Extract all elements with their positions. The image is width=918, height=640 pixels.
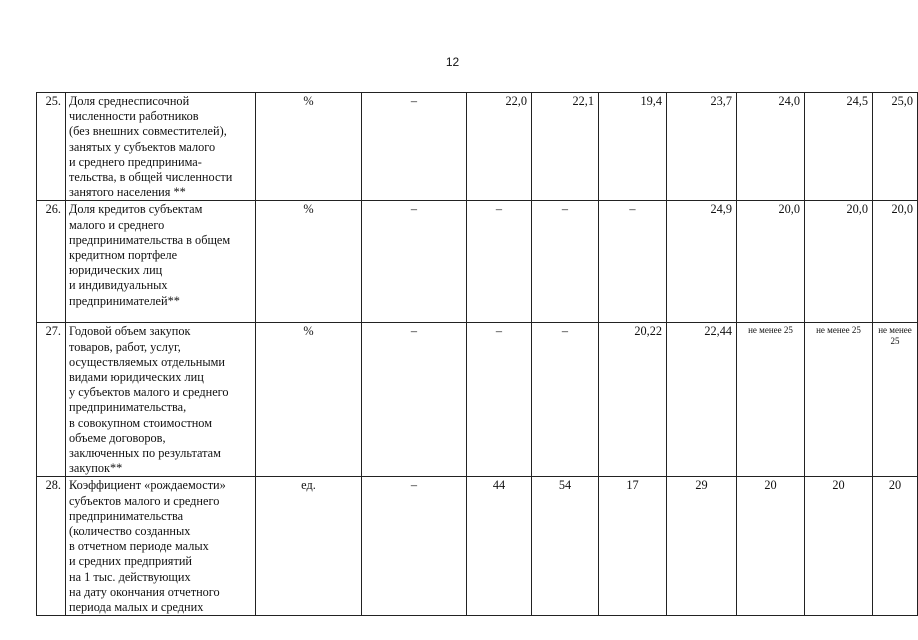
indicator-name: Доля среднесписочной численности работников (без внешних совместителей), занятых у субъектов малого и среднего предпринима- тельства, в общей численности занятого населения ** [66, 93, 256, 201]
page-number: 12 [445, 55, 460, 69]
table-row [37, 477, 918, 616]
value-cell: 24,9 [667, 201, 737, 323]
value-cell: – [532, 323, 599, 477]
value-cell: – [467, 201, 532, 323]
value-cell: не менее 25 [737, 323, 805, 477]
unit-cell: % [256, 93, 362, 201]
value-cell: – [362, 201, 467, 323]
indicators-table [36, 92, 918, 616]
table-row [37, 323, 918, 477]
value-cell: 20 [805, 477, 873, 616]
value-cell: не менее 25 [873, 323, 918, 477]
value-cell: – [532, 201, 599, 323]
value-cell: 29 [667, 477, 737, 616]
unit-cell: % [256, 323, 362, 477]
value-cell: 22,44 [667, 323, 737, 477]
indicator-name: Доля кредитов субъектам малого и среднего предпринимательства в общем кредитном портфеле юридических лиц и индивидуальных предпринимателей** [66, 201, 256, 323]
value-cell: 22,0 [467, 93, 532, 201]
table-row [37, 201, 918, 323]
value-cell: 44 [467, 477, 532, 616]
row-number: 25. [37, 93, 66, 201]
value-cell: – [362, 477, 467, 616]
unit-cell: ед. [256, 477, 362, 616]
value-cell: 54 [532, 477, 599, 616]
value-cell: не менее 25 [805, 323, 873, 477]
value-cell: – [362, 323, 467, 477]
value-cell: 20 [873, 477, 918, 616]
value-cell: 24,0 [737, 93, 805, 201]
value-cell: 22,1 [532, 93, 599, 201]
value-cell: – [467, 323, 532, 477]
value-cell: 20,0 [737, 201, 805, 323]
value-cell: 20,0 [805, 201, 873, 323]
value-cell: 19,4 [599, 93, 667, 201]
value-cell: – [362, 93, 467, 201]
unit-cell: % [256, 201, 362, 323]
row-number: 27. [37, 323, 66, 477]
value-cell: 24,5 [805, 93, 873, 201]
table-row [37, 93, 918, 201]
value-cell: 20,22 [599, 323, 667, 477]
row-number: 28. [37, 477, 66, 616]
indicator-name: Годовой объем закупок товаров, работ, услуг, осуществляемых отдельными видами юридических лиц у субъектов малого и среднего предпринимательства, в совокупном стоимостном объеме договоров, заключенных по результатам закупок** [66, 323, 256, 477]
row-number: 26. [37, 201, 66, 323]
value-cell: 17 [599, 477, 667, 616]
value-cell: 20 [737, 477, 805, 616]
indicator-name: Коэффициент «рождаемости» субъектов малого и среднего предпринимательства (количество созданных в отчетном периоде малых и средних предприятий на 1 тыс. действующих на дату окончания отчетного периода малых и средних [66, 477, 256, 616]
value-cell: 20,0 [873, 201, 918, 323]
value-cell: 25,0 [873, 93, 918, 201]
value-cell: 23,7 [667, 93, 737, 201]
value-cell: – [599, 201, 667, 323]
